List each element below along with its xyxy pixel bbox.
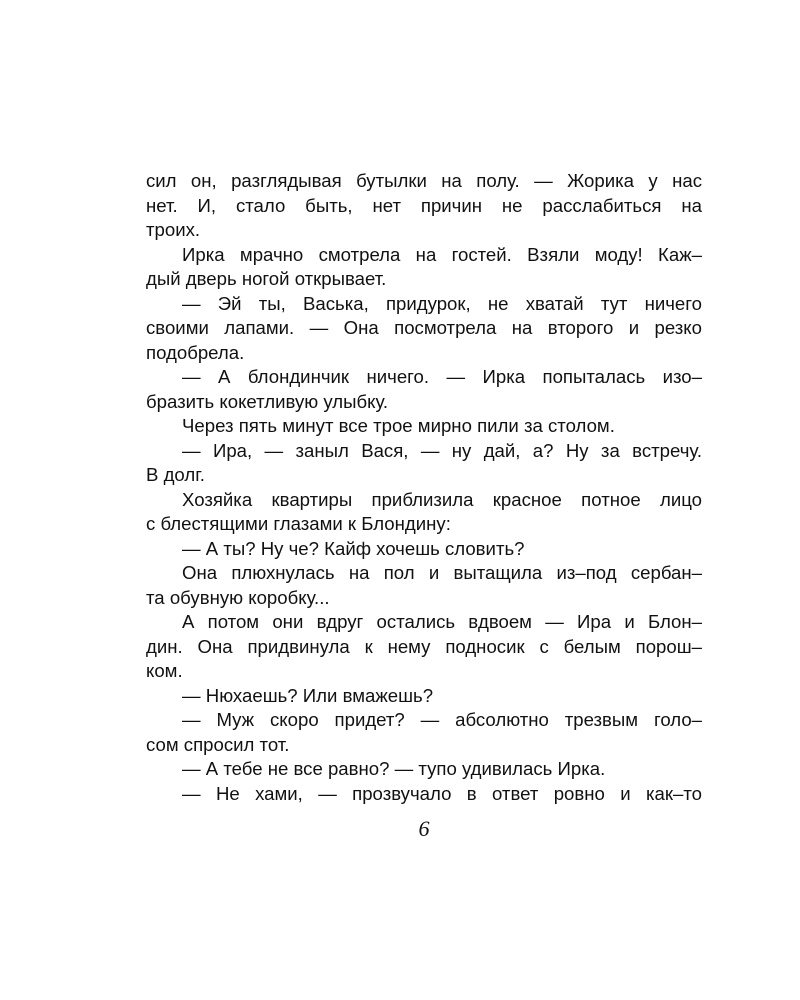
text-line: сом спросил тот.: [146, 733, 290, 755]
text-line: троих.: [146, 219, 201, 240]
page-number: 6: [418, 816, 430, 841]
text-line: — А тебе не все равно? — тупо удивилась Ирка.: [182, 758, 606, 779]
text-line: Она плюхнулась на пол и вытащила из–под сербан–: [182, 562, 702, 583]
text-line: с блестящими глазами к Блондину:: [146, 513, 451, 534]
text-line: — Муж скоро придет? — абсолютно трезвым голо–: [182, 709, 702, 730]
text-line: А потом они вдруг остались вдвоем — Ира и Блон–: [182, 611, 702, 632]
text-line: Хозяйка квартиры приблизила красное потное лицо: [182, 488, 702, 510]
text-line: дый дверь ногой открывает.: [146, 268, 387, 289]
text-line: дин. Она придвинула к нему подносик с белым порош–: [146, 635, 702, 657]
text-line: Ирка мрачно смотрела на гостей. Взяли моду! Каж–: [182, 243, 702, 265]
text-line: ком.: [146, 660, 183, 681]
text-line: Через пять минут все трое мирно пили за столом.: [182, 415, 615, 436]
text-line: своими лапами. — Она посмотрела на второго и резко: [146, 317, 702, 338]
text-line: — Не хами, — прозвучало в ответ ровно и как–то: [182, 782, 702, 804]
text-line: — Ира, — заныл Вася, — ну дай, а? Ну за встречу.: [182, 439, 702, 461]
text-line: — Эй ты, Васька, придурок, не хватай тут ничего: [182, 292, 702, 314]
text-line: нет. И, стало быть, нет причин не расслабиться на: [146, 194, 702, 216]
text-line: — Нюхаешь? Или вмажешь?: [182, 684, 434, 706]
text-line: сил он, разглядывая бутылки на полу. — Жорика у нас: [146, 170, 702, 191]
text-line: — А блондинчик ничего. — Ирка попыталась изо–: [182, 366, 702, 387]
body-text: [146, 169, 702, 806]
text-line: подобрела.: [146, 341, 245, 363]
text-line: бразить кокетливую улыбку.: [146, 390, 389, 412]
text-line: та обувную коробку...: [146, 586, 330, 608]
text-line: — А ты? Ну че? Кайф хочешь словить?: [182, 537, 525, 559]
text-line: В долг.: [146, 464, 205, 485]
